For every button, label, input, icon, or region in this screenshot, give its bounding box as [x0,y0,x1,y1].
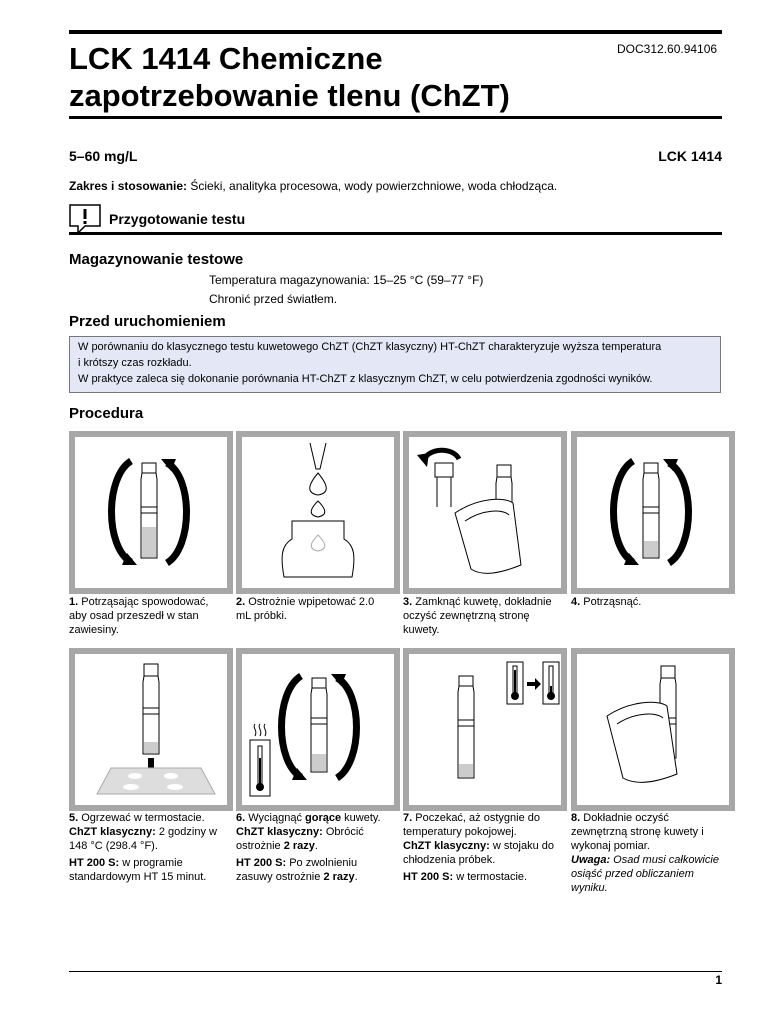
title-line-2: zapotrzebowanie tlenu (ChZT) [69,78,510,113]
scope-label: Zakres i stosowanie: [69,179,188,193]
step-3-caption: 3. Zamknąć kuwetę, dokładnie oczyść zewnętrzną stronę kuwety. [403,596,552,636]
remove-hot-cuvette-icon [242,654,394,805]
step-1-caption: 1. Potrząsając spowodować, aby osad przeszedł w stan zawiesiny. [69,596,209,636]
step-2-caption: 2. Ostrożnie wpipetować 2.0 mL próbki. [236,596,375,622]
step-7-caption: 7. Poczekać, aż ostygnie do temperatury pokojowej. ChZT klasyczny: w stojaku do chłodzenia próbek. HT 200 S: w termostacie. [403,812,555,883]
storage-light: Chronić przed światłem. [209,292,338,306]
step-5-picture [69,648,233,811]
step-7-picture [403,648,567,811]
storage-heading: Magazynowanie testowe [69,251,244,268]
note-line-1: W porównaniu do klasycznego testu kuwetowego ChZT (ChZT klasyczny) HT-ChZT charakteryzuje wyższa temperatura [78,341,662,353]
cool-down-icon [409,654,561,805]
top-rule [69,30,722,34]
title-rule [69,116,722,119]
page-title [69,40,510,114]
procedure-heading: Procedura [69,405,144,422]
scope-text: Ścieki, analityka procesowa, wody powierzchniowe, woda chłodząca. [187,179,558,193]
step-4-caption: 4. Potrząsnąć. [571,596,642,608]
pipette-sample-icon [242,437,394,588]
document-id: DOC312.60.94106 [617,42,718,56]
heat-thermostat-icon [75,654,227,805]
product-code: LCK 1414 [658,148,722,164]
step-6-picture [236,648,400,811]
step-3-picture [403,431,567,594]
shake-cuvette-icon [75,437,227,588]
storage-temperature: Temperatura magazynowania: 15–25 °C (59–77 °F) [209,273,484,287]
title-line-1: LCK 1414 Chemiczne [69,41,383,76]
prep-rule [69,232,722,235]
footer-rule [69,971,722,972]
clean-measure-icon [577,654,729,805]
before-start-heading: Przed uruchomieniem [69,313,226,330]
close-clean-cuvette-icon [409,437,561,588]
warning-note-icon [69,204,101,234]
measurement-range: 5–60 mg/L [69,148,138,164]
note-line-3: W praktyce zaleca się dokonanie porównania HT-ChZT z klasycznym ChZT, w celu potwierdzenia zgodności wyników. [78,373,653,385]
prep-section-title: Przygotowanie testu [109,211,246,227]
step-6-caption: 6. Wyciągnąć gorące kuwety. ChZT klasyczny: Obrócić ostrożnie 2 razy. HT 200 S: Po zwolnieniu zasuwy ostrożnie 2 razy. [236,812,381,883]
step-8-caption: 8. Dokładnie oczyść zewnętrzną stronę kuwety i wykonaj pomiar. Uwaga: Osad musi całkowicie osiąść przed obliczaniem wyniku. [571,812,719,894]
shake-cuvette-icon [577,437,729,588]
step-1-picture [69,431,233,594]
page-number: 1 [715,973,722,987]
step-8-picture [571,648,735,811]
step-2-picture [236,431,400,594]
scope-line [69,179,557,193]
step-4-picture [571,431,735,594]
note-line-2: i krótszy czas rozkładu. [78,357,192,369]
step-5-caption: 5. Ogrzewać w termostacie. ChZT klasyczny: 2 godziny w 148 °C (298.4 °F). HT 200 S: w programie standardowym HT 15 minut. [69,812,217,883]
info-note-box [69,336,721,393]
